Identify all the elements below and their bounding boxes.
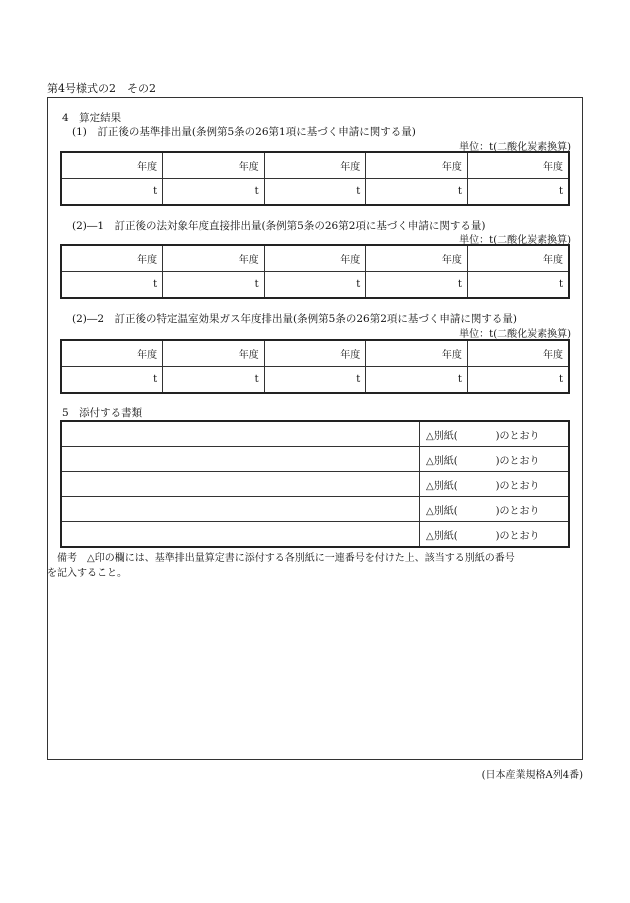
table-2-unit: 単位：t(二酸化炭素換算) bbox=[459, 235, 571, 246]
attachment-name-cell[interactable] bbox=[61, 497, 420, 522]
table-3-heading: (2)―2 訂正後の特定温室効果ガス年度排出量(条例第5条の26第2項に基づく申請に関する量) bbox=[72, 313, 517, 325]
section-5-title: 5 添付する書類 bbox=[62, 407, 143, 419]
year-cell[interactable]: 年度 bbox=[163, 340, 265, 367]
remarks bbox=[47, 551, 577, 581]
year-cell[interactable]: 年度 bbox=[467, 245, 569, 272]
value-cell[interactable]: t bbox=[264, 367, 366, 394]
attachment-ref-cell[interactable] bbox=[420, 497, 570, 522]
table-row bbox=[61, 447, 569, 472]
value-cell[interactable]: t bbox=[264, 272, 366, 299]
year-cell[interactable]: 年度 bbox=[264, 340, 366, 367]
table-1-heading: (1) 訂正後の基準排出量(条例第5条の26第1項に基づく申請に関する量) bbox=[72, 126, 416, 138]
attachment-name-cell[interactable] bbox=[61, 421, 420, 447]
emission-table-2 bbox=[60, 244, 570, 299]
remarks-text-1: △印の欄には、基準排出量算定書に添付する各別紙に一連番号を付けた上、該当する別紙の番号 bbox=[87, 553, 515, 564]
attachment-suffix: )のとおり bbox=[495, 530, 540, 542]
value-cell[interactable]: t bbox=[163, 272, 265, 299]
table-row bbox=[61, 522, 569, 548]
year-cell[interactable]: 年度 bbox=[366, 340, 468, 367]
table-row bbox=[61, 497, 569, 522]
remarks-lead: 備考 bbox=[57, 553, 77, 564]
table-row bbox=[61, 152, 569, 179]
value-cell[interactable]: t bbox=[61, 367, 163, 394]
value-cell[interactable]: t bbox=[163, 367, 265, 394]
year-cell[interactable]: 年度 bbox=[61, 340, 163, 367]
paper-size-note: (日本産業規格A列4番) bbox=[481, 770, 583, 781]
table-1-unit: 単位：t(二酸化炭素換算) bbox=[459, 142, 571, 153]
value-cell[interactable]: t bbox=[61, 179, 163, 206]
attachment-suffix: )のとおり bbox=[495, 505, 540, 517]
attachment-ref-cell[interactable] bbox=[420, 522, 570, 548]
table-row bbox=[61, 272, 569, 299]
year-cell[interactable]: 年度 bbox=[264, 245, 366, 272]
value-cell[interactable]: t bbox=[366, 367, 468, 394]
value-cell[interactable]: t bbox=[467, 179, 569, 206]
attachment-suffix: )のとおり bbox=[495, 480, 540, 492]
year-cell[interactable]: 年度 bbox=[163, 245, 265, 272]
attachment-name-cell[interactable] bbox=[61, 472, 420, 497]
attachment-suffix: )のとおり bbox=[495, 455, 540, 467]
attachment-name-cell[interactable] bbox=[61, 522, 420, 548]
year-cell[interactable]: 年度 bbox=[264, 152, 366, 179]
year-cell[interactable]: 年度 bbox=[61, 245, 163, 272]
year-cell[interactable]: 年度 bbox=[467, 340, 569, 367]
table-3-unit: 単位：t(二酸化炭素換算) bbox=[459, 329, 571, 340]
value-cell[interactable]: t bbox=[366, 179, 468, 206]
value-cell[interactable]: t bbox=[366, 272, 468, 299]
attachment-suffix: )のとおり bbox=[495, 430, 540, 442]
attachments-table bbox=[60, 420, 570, 548]
section-4-title: 4 算定結果 bbox=[62, 112, 122, 124]
emission-table-1 bbox=[60, 151, 570, 206]
year-cell[interactable]: 年度 bbox=[163, 152, 265, 179]
table-row bbox=[61, 245, 569, 272]
table-row bbox=[61, 421, 569, 447]
table-row bbox=[61, 340, 569, 367]
year-cell[interactable]: 年度 bbox=[366, 152, 468, 179]
attachment-prefix: △別紙( bbox=[426, 480, 458, 492]
remarks-line-2: を記入すること。 bbox=[47, 568, 127, 579]
attachment-prefix: △別紙( bbox=[426, 430, 458, 442]
attachment-ref-cell[interactable] bbox=[420, 421, 570, 447]
attachment-ref-cell[interactable] bbox=[420, 447, 570, 472]
attachment-name-cell[interactable] bbox=[61, 447, 420, 472]
table-2-heading: (2)―1 訂正後の法対象年度直接排出量(条例第5条の26第2項に基づく申請に関する量) bbox=[72, 220, 486, 232]
emission-table-3 bbox=[60, 339, 570, 394]
attachment-prefix: △別紙( bbox=[426, 505, 458, 517]
table-row bbox=[61, 179, 569, 206]
value-cell[interactable]: t bbox=[467, 272, 569, 299]
table-row bbox=[61, 472, 569, 497]
value-cell[interactable]: t bbox=[163, 179, 265, 206]
attachment-prefix: △別紙( bbox=[426, 530, 458, 542]
year-cell[interactable]: 年度 bbox=[467, 152, 569, 179]
year-cell[interactable]: 年度 bbox=[366, 245, 468, 272]
form-number: 第4号様式の2 その2 bbox=[47, 82, 156, 95]
value-cell[interactable]: t bbox=[264, 179, 366, 206]
remarks-line-1 bbox=[47, 551, 577, 566]
value-cell[interactable]: t bbox=[61, 272, 163, 299]
year-cell[interactable]: 年度 bbox=[61, 152, 163, 179]
attachment-ref-cell[interactable] bbox=[420, 472, 570, 497]
value-cell[interactable]: t bbox=[467, 367, 569, 394]
attachment-prefix: △別紙( bbox=[426, 455, 458, 467]
table-row bbox=[61, 367, 569, 394]
